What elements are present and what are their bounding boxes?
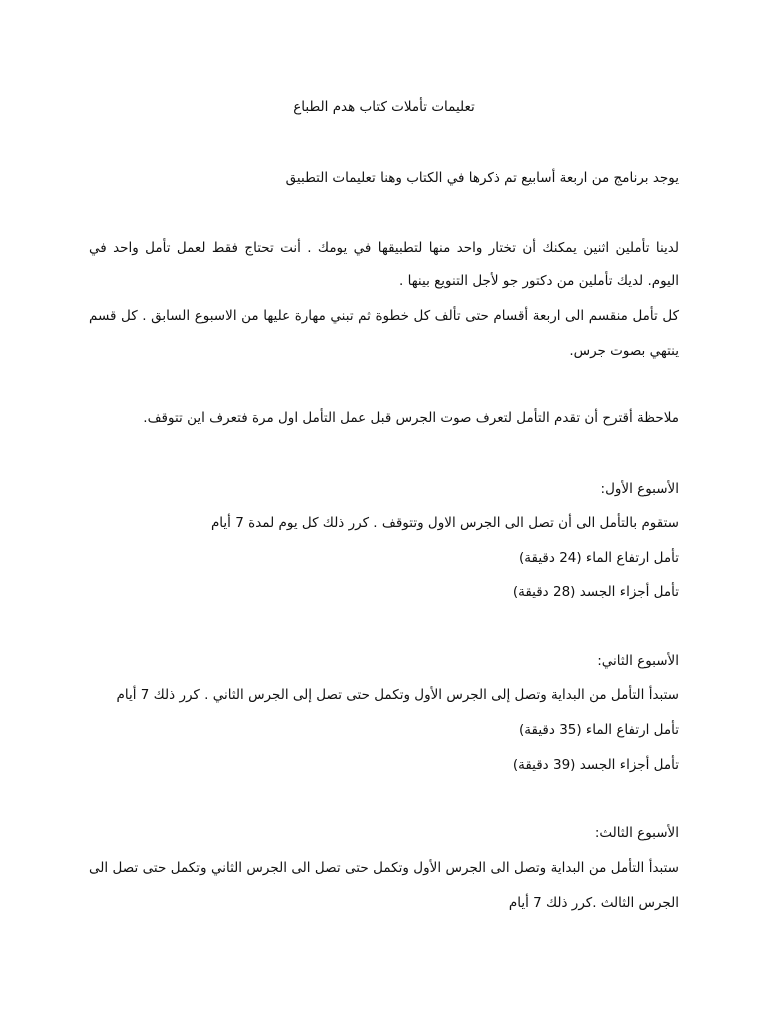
intro-text: يوجد برنامج من اربعة أسابيع تم ذكرها في الكتاب وهنا تعليمات التطبيق	[285, 170, 679, 186]
week2-heading: الأسبوع الثاني:	[597, 653, 679, 669]
week3-heading: الأسبوع الثالث:	[594, 825, 679, 841]
week1-item-water: تأمل ارتفاع الماء (24 دقيقة)	[519, 550, 679, 566]
paragraph2-line1: كل تأمل منقسم الى اربعة أقسام حتى تألف كل خطوة ثم تبني مهارة عليها من الاسبوع السابق . كل قسم	[89, 308, 679, 324]
note-text: ملاحظة أقترح أن تقدم التأمل لتعرف صوت الجرس قبل عمل التأمل اول مرة فتعرف اين تتوقف.	[143, 410, 679, 426]
paragraph1-line1: لدينا تأملين اثنين يمكنك أن تختار واحد منها لتطبيقها في يومك . أنت تحتاج فقط لعمل تأمل واحد في	[89, 240, 679, 256]
paragraph1-line2: اليوم. لديك تأملين من دكتور جو لأجل التنويع بينها .	[399, 273, 679, 289]
week2-item-water: تأمل ارتفاع الماء (35 دقيقة)	[519, 722, 679, 738]
week1-item-body: تأمل أجزاء الجسد (28 دقيقة)	[512, 584, 679, 600]
week3-instruction-line1: ستبدأ التأمل من البداية وتصل الى الجرس الأول وتكمل حتى تصل الى الجرس الثاني وتكمل حتى تصل الى	[89, 860, 679, 876]
week2-instruction: ستبدأ التأمل من البداية وتصل إلى الجرس الأول وتكمل حتى تصل إلى الجرس الثاني . كرر ذلك 7 أيام	[116, 687, 679, 703]
week1-heading: الأسبوع الأول:	[600, 481, 679, 497]
paragraph2-line2: ينتهي بصوت جرس.	[569, 343, 679, 359]
week2-item-body: تأمل أجزاء الجسد (39 دقيقة)	[512, 757, 679, 773]
week3-instruction-line2: الجرس الثالث .كرر ذلك 7 أيام	[508, 895, 679, 911]
week1-instruction: ستقوم بالتأمل الى أن تصل الى الجرس الاول وتتوقف . كرر ذلك كل يوم لمدة 7 أيام	[210, 515, 679, 531]
document-title: تعليمات تأملات كتاب هدم الطباع	[293, 99, 475, 115]
